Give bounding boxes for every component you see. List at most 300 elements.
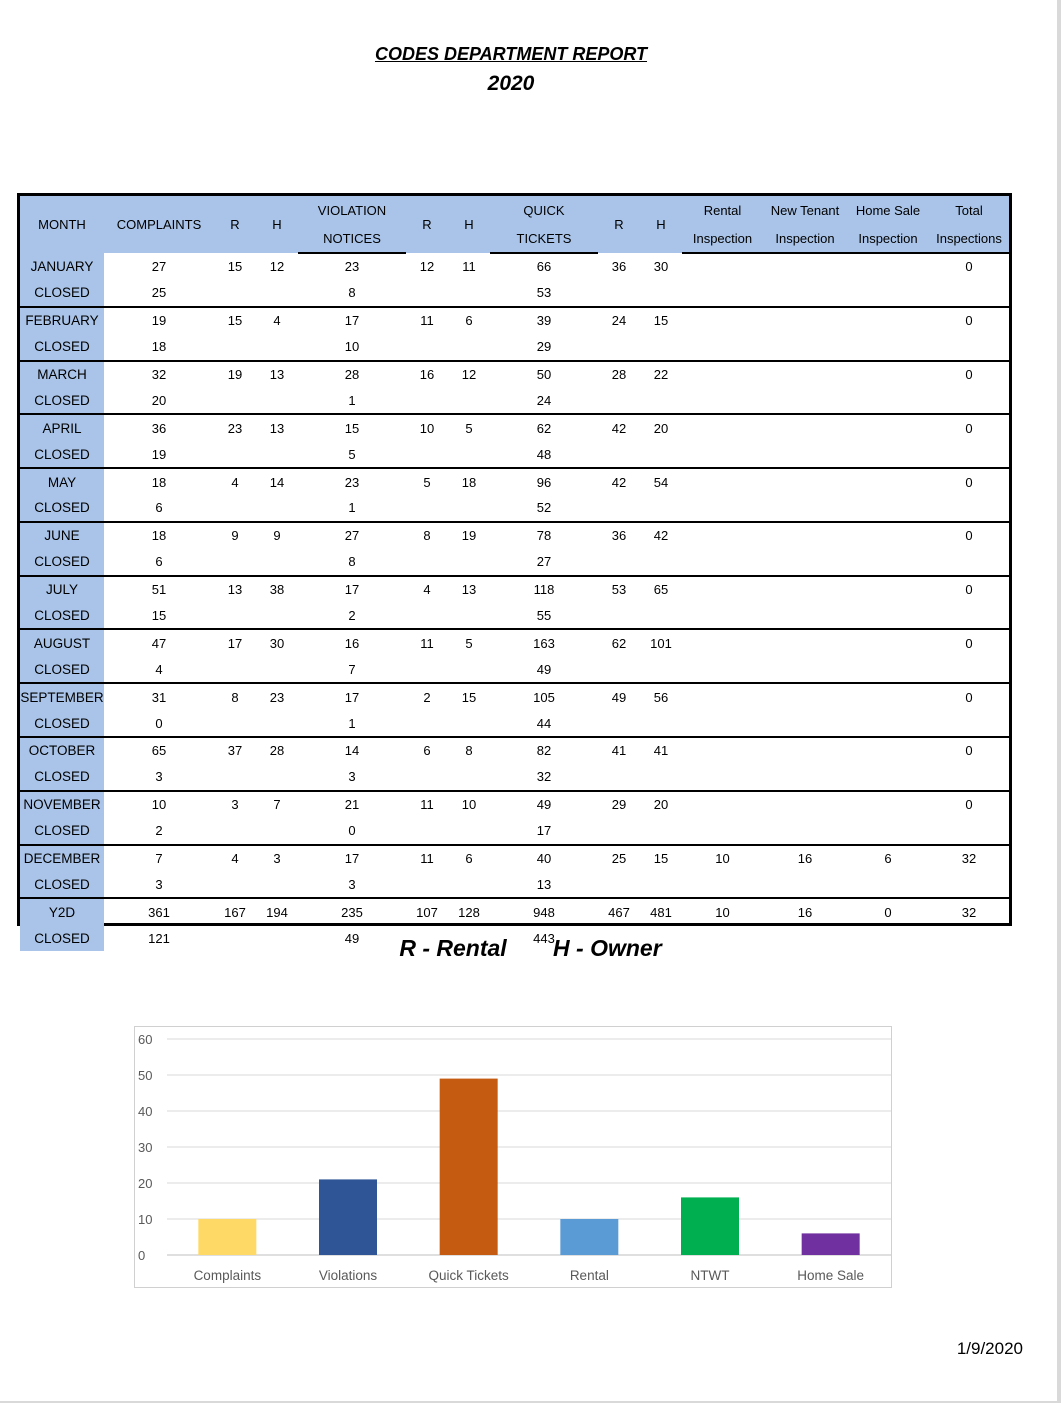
- cell-new-tenant-inspection: [763, 441, 847, 468]
- y-tick-label: 30: [138, 1140, 153, 1155]
- cell-violations-h: [448, 495, 490, 522]
- cell-month: CLOSED: [20, 871, 104, 898]
- cell-home-sale-inspection: 6: [884, 851, 892, 867]
- cell-complaints-h: [256, 387, 298, 414]
- table-row: [20, 818, 1009, 845]
- cell-total-inspections: [929, 603, 1009, 630]
- cell-quick-tickets: 13: [490, 871, 598, 898]
- cell-quick-tickets: 27: [490, 549, 598, 576]
- cell-new-tenant-inspection: [763, 468, 847, 495]
- rh-legend: [0, 935, 1061, 962]
- header-quick-top: QUICK: [490, 196, 598, 224]
- cell-quick-tickets: 48: [490, 441, 598, 468]
- cell-quick-r: [598, 387, 640, 414]
- cell-complaints-h: [256, 549, 298, 576]
- header-newtenant-bottom: Inspection: [763, 224, 847, 253]
- cell-rental-inspection: [682, 656, 763, 683]
- cell-violations-h: 12: [461, 367, 477, 382]
- cell-home-sale-inspection: [847, 603, 929, 630]
- cell-home-sale-inspection: [847, 468, 929, 495]
- cell-quick-h: [640, 441, 682, 468]
- cell-home-sale-inspection: [847, 791, 929, 818]
- cell-quick-h: 56: [653, 689, 669, 705]
- cell-total-inspections: 0: [965, 743, 973, 759]
- cell-quick-tickets: 17: [490, 818, 598, 845]
- cell-month: MARCH: [20, 361, 104, 388]
- cell-complaints-r: 4: [231, 851, 239, 867]
- cell-quick-r: [598, 495, 640, 522]
- cell-violations: 1: [298, 387, 406, 414]
- cell-total-inspections: [929, 656, 1009, 683]
- cell-new-tenant-inspection: [763, 576, 847, 603]
- cell-quick-tickets: 78: [536, 528, 552, 544]
- cell-violations: 17: [344, 313, 360, 329]
- cell-quick-r: [598, 603, 640, 630]
- cell-quick-tickets: 32: [490, 764, 598, 791]
- x-category-label: Complaints: [193, 1268, 262, 1283]
- x-category-label: Rental: [569, 1268, 609, 1283]
- cell-quick-tickets: 53: [490, 280, 598, 307]
- cell-month: CLOSED: [20, 549, 104, 576]
- cell-quick-h: [640, 603, 682, 630]
- cell-home-sale-inspection: [847, 253, 929, 280]
- cell-quick-r: 42: [611, 474, 627, 490]
- cell-quick-r: 42: [611, 420, 627, 436]
- cell-complaints: 6: [104, 549, 214, 576]
- cell-month: CLOSED: [20, 603, 104, 630]
- cell-violations-r: [406, 334, 448, 361]
- cell-complaints-r: [214, 280, 256, 307]
- cell-month: CLOSED: [20, 710, 104, 737]
- cell-total-inspections: [929, 710, 1009, 737]
- cell-complaints: 65: [151, 743, 167, 759]
- legend-owner: H - Owner: [553, 935, 662, 961]
- cell-violations: 1: [298, 710, 406, 737]
- cell-complaints-h: [256, 603, 298, 630]
- cell-total-inspections: 0: [965, 528, 973, 544]
- header-homesale-bottom: Inspection: [847, 224, 929, 253]
- cell-quick-h: 101: [650, 635, 672, 651]
- cell-month: JANUARY: [20, 253, 104, 280]
- cell-complaints: 6: [104, 495, 214, 522]
- cell-complaints-r: 19: [227, 367, 243, 382]
- cell-complaints: 3: [104, 764, 214, 791]
- summary-bar-chart: [134, 1026, 892, 1288]
- cell-rental-inspection: [682, 361, 763, 388]
- x-category-label: Violations: [318, 1268, 378, 1283]
- cell-rental-inspection: [682, 764, 763, 791]
- cell-month: CLOSED: [20, 280, 104, 307]
- cell-new-tenant-inspection: [763, 280, 847, 307]
- cell-quick-tickets: 24: [490, 387, 598, 414]
- cell-violations-r: 11: [420, 635, 434, 651]
- cell-month: CLOSED: [20, 495, 104, 522]
- table-row: [20, 683, 1009, 710]
- table-row: [20, 495, 1009, 522]
- cell-quick-h: [640, 818, 682, 845]
- cell-quick-h: [640, 334, 682, 361]
- cell-complaints-r: [214, 441, 256, 468]
- cell-home-sale-inspection: [847, 387, 929, 414]
- cell-complaints-r: 167: [224, 904, 246, 920]
- cell-rental-inspection: [682, 468, 763, 495]
- cell-complaints-h: 9: [273, 528, 281, 544]
- cell-violations-r: [406, 764, 448, 791]
- cell-rental-inspection: [682, 334, 763, 361]
- y-tick-label: 10: [138, 1212, 153, 1227]
- cell-total-inspections: 32: [961, 851, 977, 867]
- cell-complaints-r: 37: [227, 743, 243, 759]
- cell-violations-r: [406, 656, 448, 683]
- cell-violations-h: [448, 764, 490, 791]
- cell-complaints-h: [256, 441, 298, 468]
- header-total-top: Total: [929, 196, 1009, 224]
- table-row: [20, 307, 1009, 334]
- cell-quick-h: [640, 495, 682, 522]
- cell-violations-h: [448, 656, 490, 683]
- header-complaints-r: R: [214, 196, 256, 253]
- table-row: [20, 522, 1009, 549]
- cell-new-tenant-inspection: [763, 710, 847, 737]
- cell-quick-r: 467: [608, 904, 630, 920]
- cell-quick-r: 36: [611, 258, 627, 274]
- cell-quick-h: 15: [653, 851, 669, 867]
- cell-rental-inspection: [682, 387, 763, 414]
- cell-quick-r: [598, 710, 640, 737]
- cell-quick-r: [598, 656, 640, 683]
- cell-violations-r: [406, 495, 448, 522]
- cell-complaints-h: 28: [269, 743, 285, 759]
- cell-violations: 3: [298, 764, 406, 791]
- cell-total-inspections: 32: [961, 904, 977, 920]
- cell-complaints-r: 15: [227, 313, 243, 329]
- cell-violations: 2: [298, 603, 406, 630]
- cell-new-tenant-inspection: [763, 253, 847, 280]
- cell-complaints-r: 15: [227, 258, 243, 274]
- cell-month: Y2D: [20, 898, 104, 925]
- cell-rental-inspection: [682, 576, 763, 603]
- table-row: [20, 549, 1009, 576]
- cell-new-tenant-inspection: 16: [797, 904, 813, 920]
- cell-complaints-r: [214, 656, 256, 683]
- cell-complaints-h: [256, 764, 298, 791]
- cell-violations-h: 18: [461, 474, 477, 490]
- cell-violations: 7: [298, 656, 406, 683]
- cell-quick-h: 42: [653, 528, 669, 544]
- cell-total-inspections: 0: [965, 582, 973, 598]
- cell-quick-tickets: 29: [490, 334, 598, 361]
- cell-complaints-r: [214, 495, 256, 522]
- cell-violations-r: 11: [420, 313, 434, 329]
- cell-rental-inspection: [682, 441, 763, 468]
- cell-complaints-r: 3: [231, 797, 239, 813]
- cell-complaints-h: 38: [269, 582, 285, 598]
- cell-complaints-r: 17: [227, 635, 243, 651]
- cell-total-inspections: 0: [965, 474, 973, 490]
- table-row: [20, 737, 1009, 764]
- table-row: [20, 334, 1009, 361]
- cell-complaints-r: [214, 549, 256, 576]
- cell-total-inspections: [929, 818, 1009, 845]
- header-quick-r: R: [598, 196, 640, 253]
- cell-month: DECEMBER: [20, 845, 104, 872]
- cell-home-sale-inspection: [847, 656, 929, 683]
- cell-quick-h: [640, 710, 682, 737]
- cell-month: JUNE: [20, 522, 104, 549]
- cell-violations-r: [406, 387, 448, 414]
- cell-home-sale-inspection: [847, 549, 929, 576]
- y-tick-label: 40: [138, 1104, 153, 1119]
- cell-new-tenant-inspection: [763, 818, 847, 845]
- cell-rental-inspection: [682, 253, 763, 280]
- cell-quick-r: [598, 818, 640, 845]
- header-total-bottom: Inspections: [929, 224, 1009, 253]
- cell-quick-tickets: 40: [536, 851, 552, 867]
- cell-rental-inspection: [682, 791, 763, 818]
- cell-quick-tickets: 55: [490, 603, 598, 630]
- bar-rental: [560, 1219, 618, 1255]
- cell-quick-tickets: 66: [536, 259, 552, 275]
- cell-violations: 1: [298, 495, 406, 522]
- cell-month: CLOSED: [20, 656, 104, 683]
- cell-total-inspections: 0: [965, 313, 973, 329]
- cell-quick-r: 49: [611, 689, 627, 705]
- cell-new-tenant-inspection: [763, 603, 847, 630]
- cell-total-inspections: 0: [965, 420, 973, 436]
- cell-quick-tickets: 96: [536, 474, 552, 490]
- y-tick-label: 20: [138, 1176, 153, 1191]
- header-newtenant-top: New Tenant: [763, 196, 847, 224]
- table-row: [20, 629, 1009, 656]
- cell-rental-inspection: [682, 280, 763, 307]
- cell-violations-h: 15: [461, 689, 477, 705]
- bar-home-sale: [802, 1233, 860, 1255]
- cell-quick-h: 54: [653, 474, 669, 490]
- cell-complaints-h: 23: [269, 689, 285, 705]
- cell-month: CLOSED: [20, 441, 104, 468]
- y-tick-label: 0: [138, 1248, 146, 1263]
- cell-violations-r: [406, 549, 448, 576]
- cell-rental-inspection: [682, 818, 763, 845]
- cell-month: CLOSED: [20, 818, 104, 845]
- cell-violations: 16: [344, 635, 360, 651]
- cell-new-tenant-inspection: [763, 495, 847, 522]
- cell-violations: 8: [298, 549, 406, 576]
- cell-total-inspections: [929, 549, 1009, 576]
- report-year: 2020: [487, 72, 535, 95]
- cell-total-inspections: [929, 764, 1009, 791]
- cell-violations-h: [448, 603, 490, 630]
- cell-complaints-h: [256, 280, 298, 307]
- header-rental-top: Rental: [682, 196, 763, 224]
- header-violation-top: VIOLATION: [298, 196, 406, 224]
- cell-month: JULY: [20, 576, 104, 603]
- cell-complaints-r: [214, 764, 256, 791]
- cell-complaints-h: [256, 871, 298, 898]
- cell-complaints-h: [256, 656, 298, 683]
- cell-violations: 3: [298, 871, 406, 898]
- cell-home-sale-inspection: [847, 764, 929, 791]
- cell-quick-r: 36: [611, 528, 627, 544]
- cell-complaints: 47: [151, 635, 167, 651]
- cell-complaints-r: [214, 871, 256, 898]
- cell-rental-inspection: [682, 522, 763, 549]
- header-complaints: COMPLAINTS: [104, 196, 214, 253]
- cell-quick-tickets: 39: [536, 313, 552, 329]
- cell-home-sale-inspection: [847, 710, 929, 737]
- table-row: [20, 764, 1009, 791]
- cell-quick-tickets: 49: [536, 797, 552, 813]
- table-row: [20, 845, 1009, 872]
- cell-home-sale-inspection: [847, 871, 929, 898]
- cell-quick-tickets: 49: [490, 656, 598, 683]
- cell-new-tenant-inspection: [763, 791, 847, 818]
- cell-quick-r: 62: [611, 635, 627, 651]
- cell-violations-h: 6: [465, 851, 473, 867]
- cell-violations-h: 11: [462, 258, 476, 274]
- table-row: [20, 871, 1009, 898]
- cell-quick-r: [598, 441, 640, 468]
- cell-quick-tickets: 948: [533, 904, 555, 920]
- cell-home-sale-inspection: [847, 334, 929, 361]
- cell-new-tenant-inspection: [763, 307, 847, 334]
- cell-rental-inspection: [682, 549, 763, 576]
- cell-complaints-r: 9: [231, 528, 239, 544]
- cell-complaints: 32: [151, 367, 167, 382]
- cell-quick-r: 53: [611, 582, 627, 598]
- cell-total-inspections: [929, 334, 1009, 361]
- cell-violations-h: 13: [461, 582, 477, 598]
- cell-total-inspections: 0: [965, 797, 973, 813]
- cell-violations-r: 5: [423, 474, 431, 490]
- cell-quick-r: 41: [611, 743, 627, 759]
- cell-month: APRIL: [20, 414, 104, 441]
- cell-complaints: 2: [104, 818, 214, 845]
- cell-complaints-r: [214, 603, 256, 630]
- header-homesale-top: Home Sale: [847, 196, 929, 224]
- y-tick-label: 50: [138, 1068, 153, 1083]
- cell-violations: 17: [344, 689, 360, 705]
- cell-violations-h: 8: [465, 743, 473, 759]
- cell-complaints: 121: [148, 930, 170, 946]
- report-table-frame: [17, 193, 1012, 946]
- cell-total-inspections: [929, 871, 1009, 898]
- cell-complaints-r: [214, 710, 256, 737]
- cell-violations-r: [406, 441, 448, 468]
- cell-complaints-h: [256, 334, 298, 361]
- cell-quick-r: [598, 549, 640, 576]
- cell-home-sale-inspection: [847, 737, 929, 764]
- cell-quick-h: [640, 871, 682, 898]
- cell-new-tenant-inspection: [763, 629, 847, 656]
- cell-violations-r: 6: [423, 743, 431, 759]
- cell-complaints-r: 8: [231, 689, 239, 705]
- cell-quick-h: [640, 549, 682, 576]
- cell-total-inspections: [929, 441, 1009, 468]
- header-violation-h: H: [448, 196, 490, 253]
- cell-total-inspections: [929, 387, 1009, 414]
- cell-complaints-h: 13: [269, 420, 285, 436]
- cell-quick-r: 24: [611, 313, 627, 329]
- cell-violations-h: 10: [461, 797, 477, 813]
- cell-violations-h: [448, 441, 490, 468]
- cell-quick-r: [598, 871, 640, 898]
- cell-quick-tickets: 443: [533, 930, 555, 946]
- cell-quick-tickets: 163: [533, 635, 555, 651]
- cell-complaints-h: 4: [273, 313, 281, 329]
- cell-complaints: 25: [104, 280, 214, 307]
- table-row: [20, 576, 1009, 603]
- cell-month: SEPTEMBER: [20, 683, 104, 710]
- cell-quick-tickets: 50: [536, 367, 552, 382]
- cell-violations-r: [406, 871, 448, 898]
- cell-violations: 17: [344, 851, 360, 867]
- cell-violations-h: [448, 280, 490, 307]
- cell-month: CLOSED: [20, 764, 104, 791]
- cell-new-tenant-inspection: [763, 871, 847, 898]
- cell-home-sale-inspection: [847, 280, 929, 307]
- table-row: [20, 414, 1009, 441]
- cell-quick-tickets: 62: [536, 420, 552, 436]
- header-complaints-h: H: [256, 196, 298, 253]
- cell-rental-inspection: [682, 871, 763, 898]
- cell-month: AUGUST: [20, 629, 104, 656]
- header-quick-bottom: TICKETS: [490, 224, 598, 253]
- cell-complaints-r: 4: [231, 474, 239, 490]
- cell-violations-h: [448, 818, 490, 845]
- cell-home-sale-inspection: [847, 576, 929, 603]
- cell-total-inspections: 0: [965, 689, 973, 705]
- cell-violations: 27: [344, 528, 360, 544]
- cell-violations: 8: [298, 280, 406, 307]
- cell-month: MAY: [20, 468, 104, 495]
- cell-rental-inspection: [682, 683, 763, 710]
- cell-violations-h: 5: [465, 635, 473, 651]
- cell-new-tenant-inspection: [763, 414, 847, 441]
- cell-rental-inspection: [682, 603, 763, 630]
- cell-complaints-h: 194: [266, 904, 288, 920]
- cell-total-inspections: [929, 280, 1009, 307]
- cell-violations: 28: [344, 367, 360, 382]
- cell-quick-h: [640, 764, 682, 791]
- cell-quick-r: [598, 280, 640, 307]
- cell-violations: 23: [344, 259, 360, 275]
- cell-violations-r: 10: [419, 420, 435, 436]
- cell-quick-r: 29: [611, 797, 627, 813]
- cell-complaints: 361: [148, 904, 170, 920]
- cell-month: CLOSED: [20, 925, 104, 951]
- cell-violations-h: 128: [458, 904, 480, 920]
- cell-complaints-r: 23: [227, 420, 243, 436]
- cell-violations-h: 6: [465, 313, 473, 329]
- cell-new-tenant-inspection: [763, 549, 847, 576]
- cell-violations-r: [406, 280, 448, 307]
- cell-home-sale-inspection: 0: [884, 904, 892, 920]
- cell-complaints: 18: [151, 528, 167, 544]
- cell-new-tenant-inspection: [763, 387, 847, 414]
- cell-quick-tickets: 52: [490, 495, 598, 522]
- table-row: [20, 791, 1009, 818]
- cell-quick-h: 15: [653, 313, 669, 329]
- cell-new-tenant-inspection: [763, 737, 847, 764]
- cell-new-tenant-inspection: [763, 361, 847, 388]
- cell-complaints-h: [256, 710, 298, 737]
- cell-violations-r: 4: [423, 582, 431, 598]
- cell-complaints-h: 30: [269, 635, 285, 651]
- table-row: [20, 361, 1009, 388]
- bar-quick-tickets: [440, 1079, 498, 1255]
- cell-quick-h: [640, 387, 682, 414]
